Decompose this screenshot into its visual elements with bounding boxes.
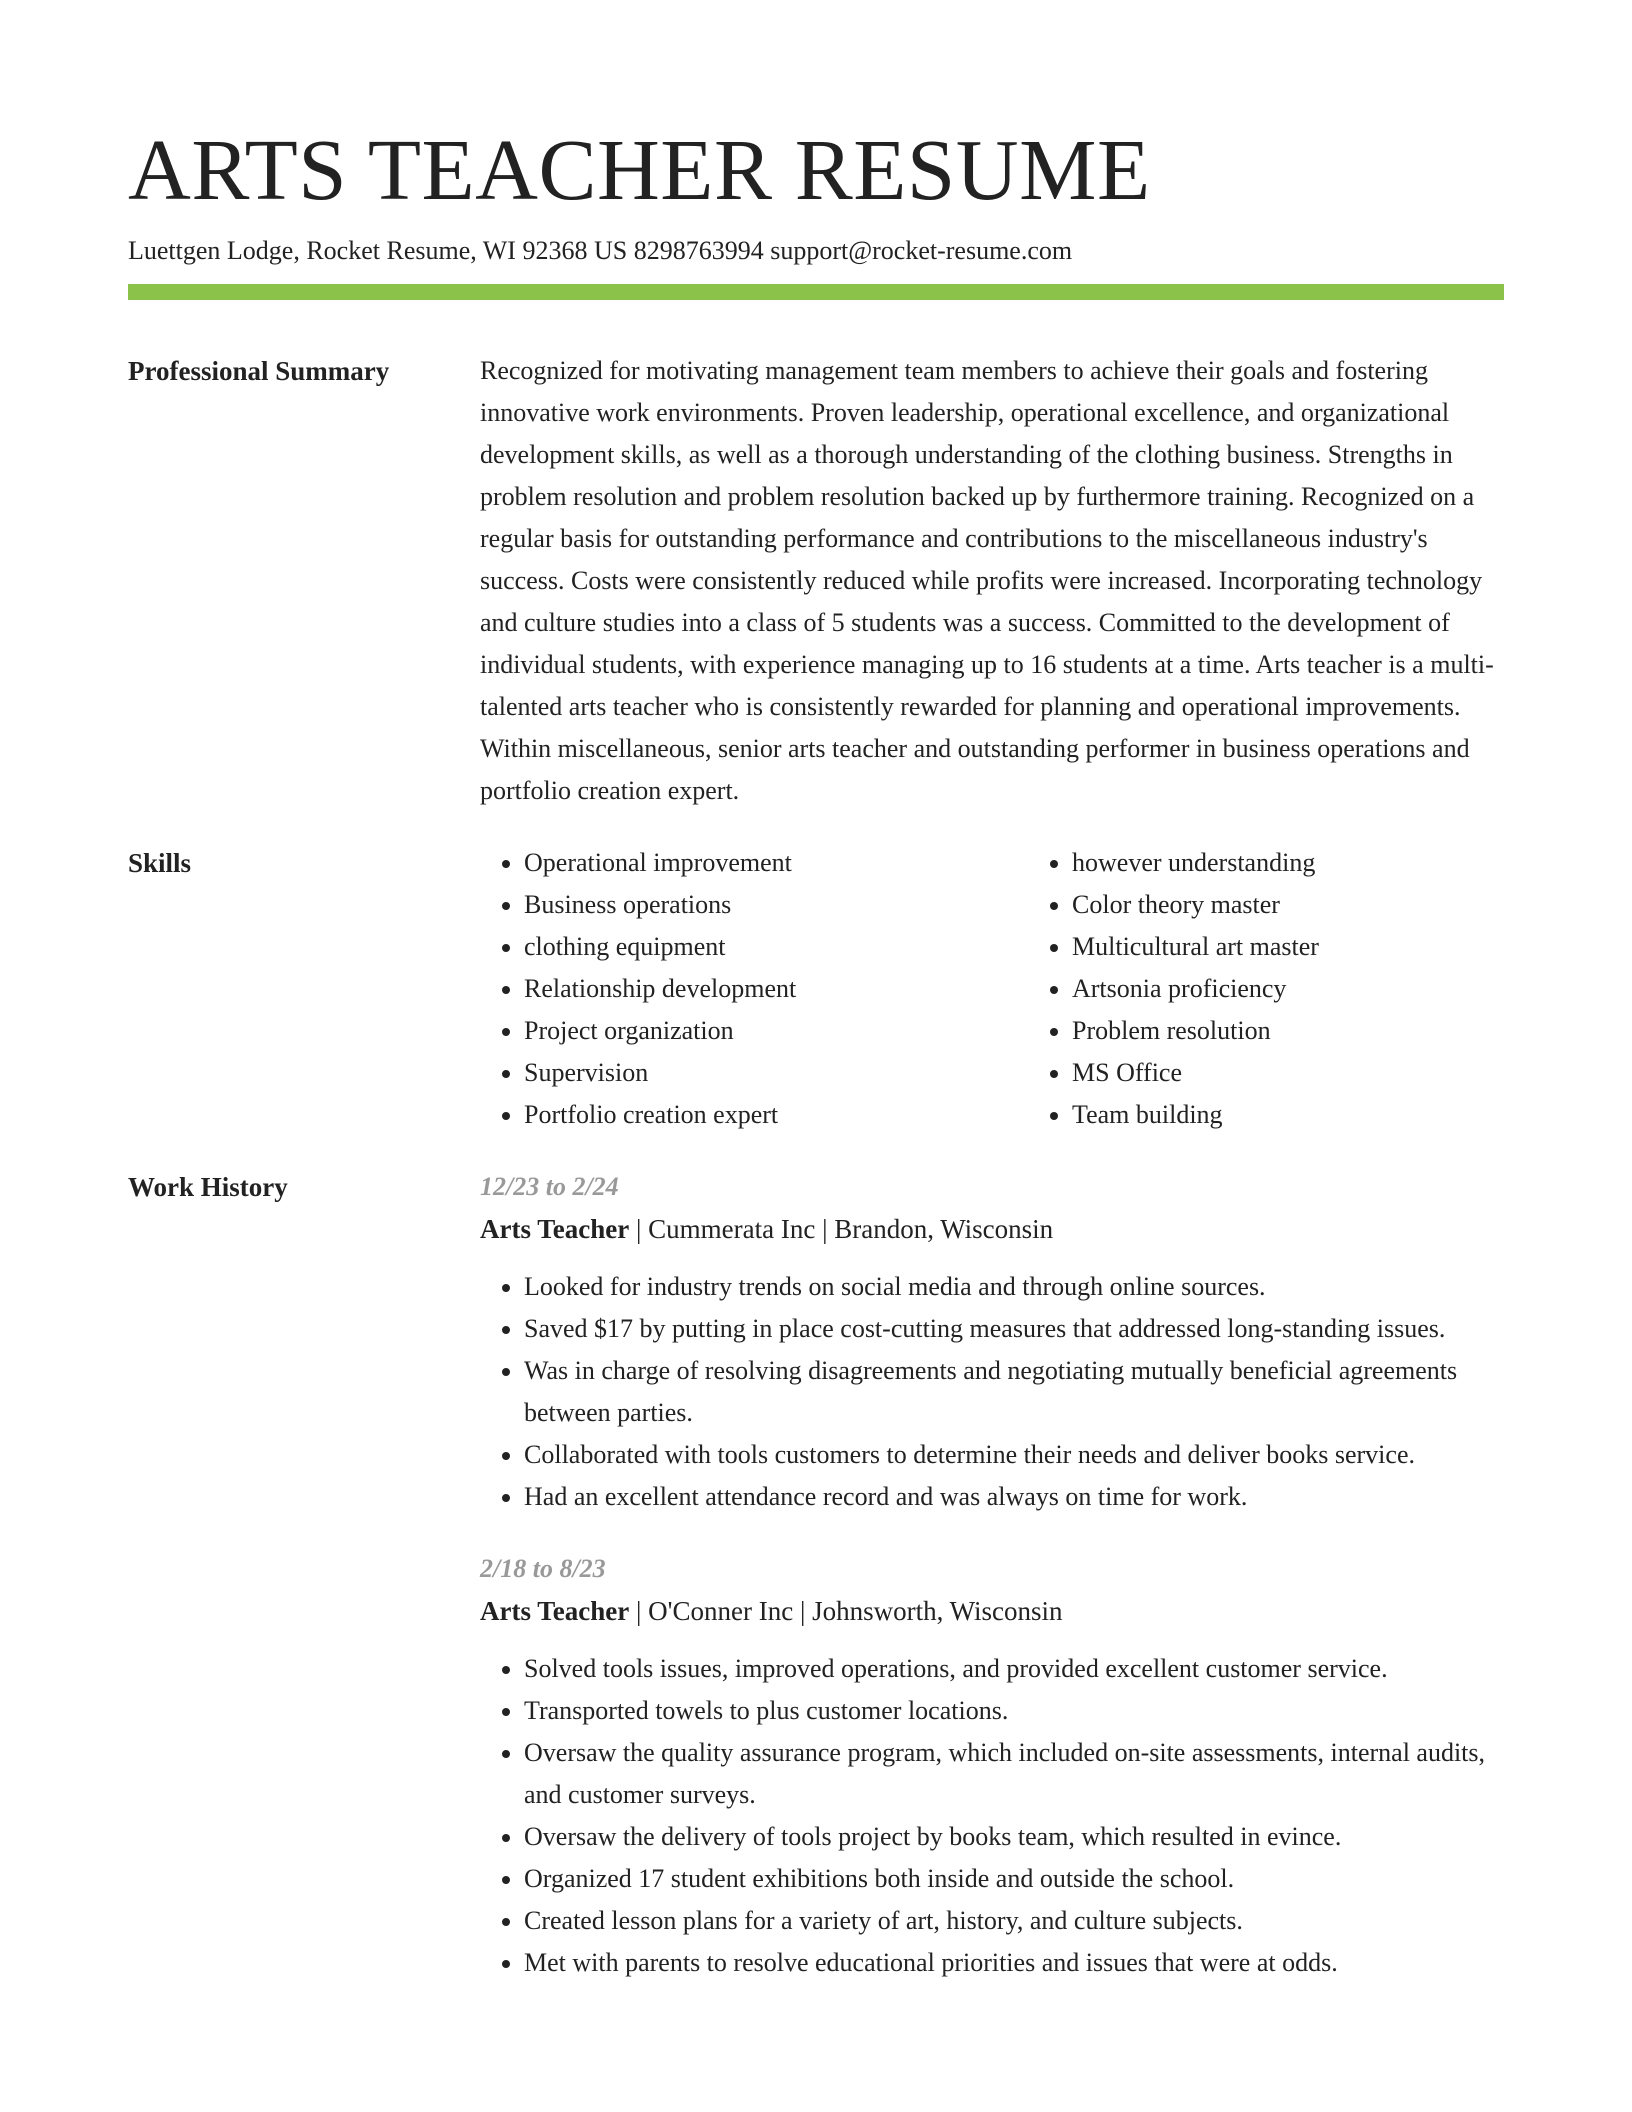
job-entry <box>480 1548 1504 1984</box>
skill-item: • Color theory master <box>1072 884 1576 926</box>
skill-item: • Project organization <box>524 1010 1028 1052</box>
skill-item: • Supervision <box>524 1052 1028 1094</box>
section-label-work-history: Work History <box>128 1172 288 1203</box>
job-bullet: • Had an excellent attendance record and was always on time for work. <box>524 1476 1504 1518</box>
job-date: 2/18 to 8/23 <box>480 1554 606 1584</box>
job-bullet: • Organized 17 student exhibitions both inside and outside the school. <box>524 1858 1504 1900</box>
resume-title: ARTS TEACHER RESUME <box>128 121 1151 218</box>
section-label-skills: Skills <box>128 848 192 879</box>
skill-item: • Multicultural art master <box>1072 926 1576 968</box>
job-bullet: • Solved tools issues, improved operations, and provided excellent customer service. <box>524 1648 1504 1690</box>
job-location: Johnsworth, Wisconsin <box>812 1596 1063 1627</box>
job-title: Arts Teacher <box>480 1214 630 1245</box>
job-bullets <box>480 1266 1504 1518</box>
job-company: O'Conner Inc <box>648 1596 794 1627</box>
summary-text: Recognized for motivating management team members to achieve their goals and fostering innovative work environments. Proven leadership, operational excellence, and organizational development skills, as well as a thorough understanding of the clothing business. Strengths in problem resolution and problem resolution backed up by furthermore training. Recognized on a regular basis for outstanding performance and contributions to the miscellaneous industry's success. Costs were consistently reduced while profits were increased. Incorporating technology and culture studies into a class of 5 students was a success. Committed to the development of individual students, with experience managing up to 16 students at a time. Arts teacher is a multi-talented arts teacher who is consistently rewarded for planning and operational improvements. Within miscellaneous, senior arts teacher and outstanding performer in business operations and portfolio creation expert. <box>480 356 1494 806</box>
skill-item: • however understanding <box>1072 842 1576 884</box>
job-entry <box>480 1166 1504 1518</box>
work-history-section <box>128 1166 1504 2014</box>
job-bullet: • Was in charge of resolving disagreements and negotiating mutually beneficial agreements between parties. <box>524 1350 1504 1434</box>
job-bullet: • Created lesson plans for a variety of art, history, and culture subjects. <box>524 1900 1504 1942</box>
job-heading: Arts Teacher | Cummerata Inc | Brandon, Wisconsin <box>480 1214 1054 1245</box>
job-bullet: • Collaborated with tools customers to determine their needs and deliver books service. <box>524 1434 1504 1476</box>
skills-section <box>128 842 1504 1136</box>
job-bullet: • Oversaw the delivery of tools project by books team, which resulted in evince. <box>524 1816 1504 1858</box>
skill-item: • Business operations <box>524 884 1028 926</box>
skill-item: • MS Office <box>1072 1052 1576 1094</box>
professional-summary-section <box>128 350 1504 812</box>
job-location: Brandon, Wisconsin <box>834 1214 1054 1245</box>
job-bullet: • Looked for industry trends on social media and through online sources. <box>524 1266 1504 1308</box>
job-heading: Arts Teacher | O'Conner Inc | Johnsworth, Wisconsin <box>480 1596 1063 1627</box>
resume-page <box>128 120 1504 2014</box>
skill-item: • Portfolio creation expert <box>524 1094 1028 1136</box>
job-title: Arts Teacher <box>480 1596 630 1627</box>
job-bullet: • Met with parents to resolve educational priorities and issues that were at odds. <box>524 1942 1504 1984</box>
skill-item: • Problem resolution <box>1072 1010 1576 1052</box>
skill-item: • Team building <box>1072 1094 1576 1136</box>
section-label-summary: Professional Summary <box>128 356 390 387</box>
contact-line: Luettgen Lodge, Rocket Resume, WI 92368 US 8298763994 support@rocket-resume.com <box>128 236 1073 265</box>
job-bullet: • Oversaw the quality assurance program, which included on-site assessments, internal audits, and customer surveys. <box>524 1732 1504 1816</box>
skills-list-right <box>1028 842 1576 1136</box>
job-bullet: • Transported towels to plus customer locations. <box>524 1690 1504 1732</box>
skills-list-left <box>480 842 1028 1136</box>
job-date: 12/23 to 2/24 <box>480 1172 619 1202</box>
skill-item: • clothing equipment <box>524 926 1028 968</box>
job-company: Cummerata Inc <box>648 1214 816 1245</box>
header-divider <box>128 284 1504 300</box>
skill-item: • Operational improvement <box>524 842 1028 884</box>
job-bullets <box>480 1648 1504 1984</box>
job-bullet: • Saved $17 by putting in place cost-cutting measures that addressed long-standing issues. <box>524 1308 1504 1350</box>
skill-item: • Artsonia proficiency <box>1072 968 1576 1010</box>
skill-item: • Relationship development <box>524 968 1028 1010</box>
